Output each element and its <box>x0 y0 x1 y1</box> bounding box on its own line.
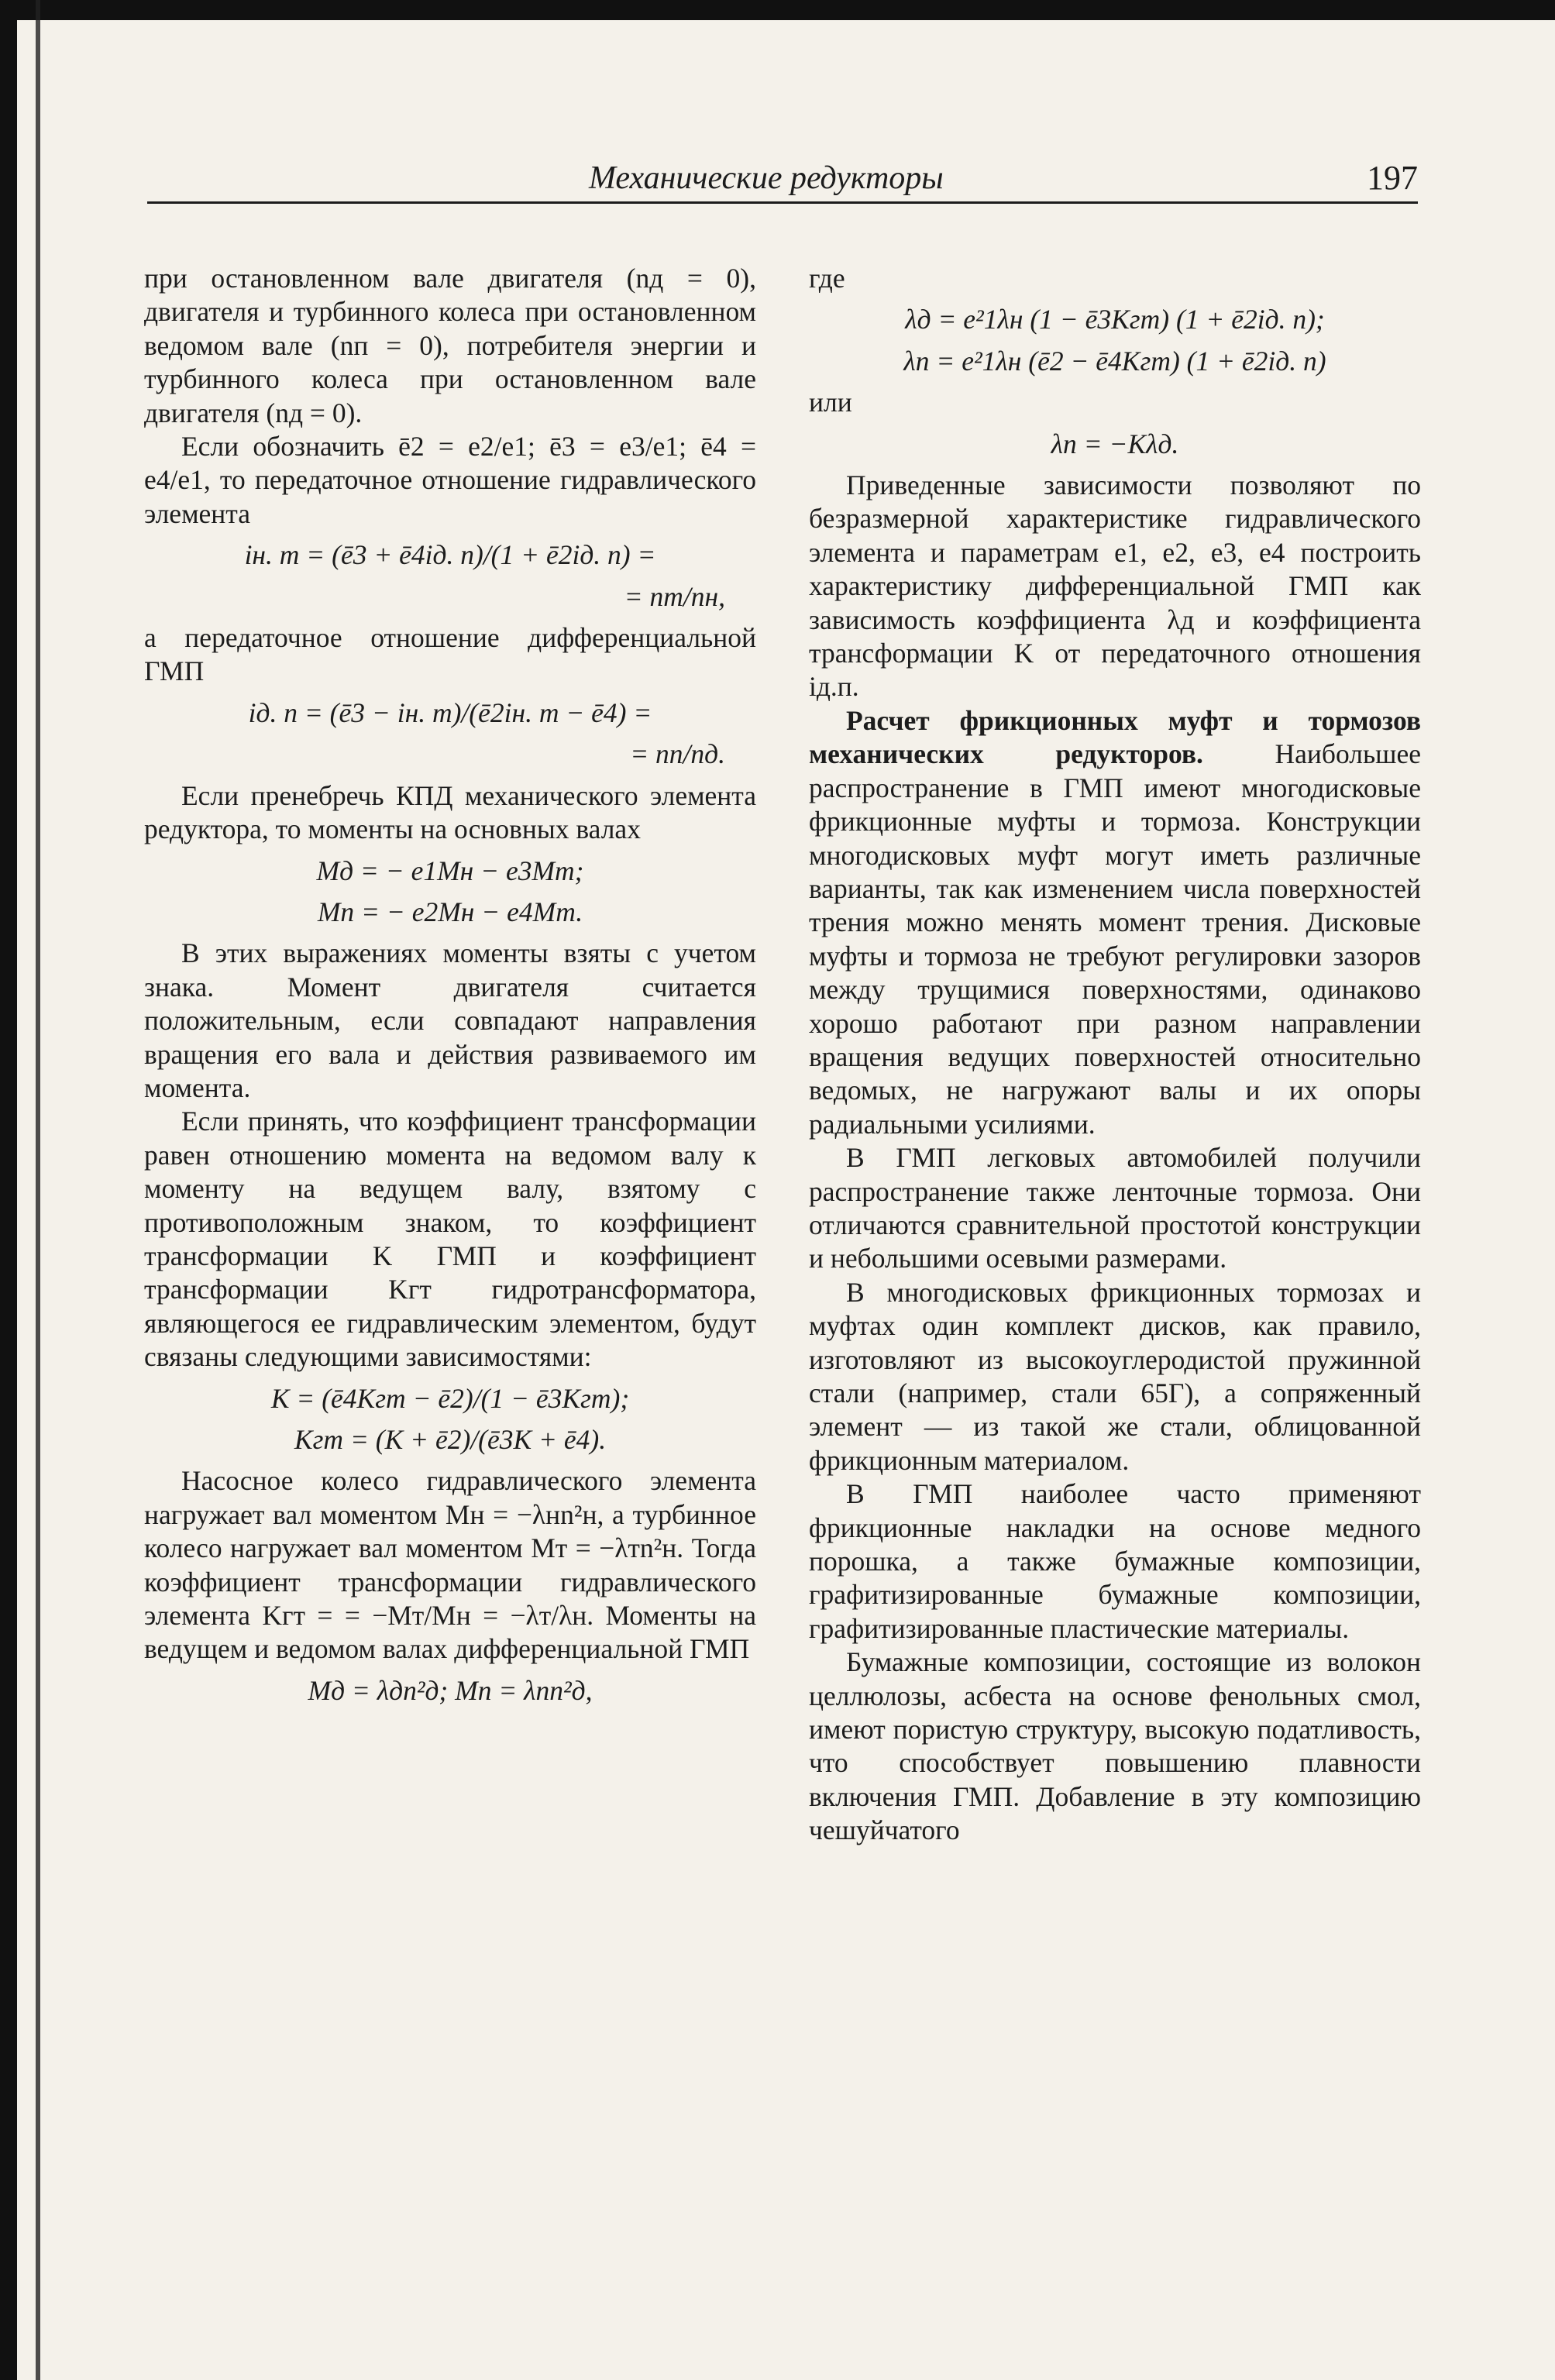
formula: iд. п = (ē3 − iн. т)/(ē2iн. т − ē4) = <box>248 696 652 728</box>
scan-top-edge <box>0 0 1555 20</box>
paragraph: Бумажные композиции, состоящие из волокон целлюлозы, асбеста на основе фенольных смол, имеют пористую структуру, высокую податливость, что способствует повышению плавности включения ГМП. Добавление в эту композицию чешуйчатого <box>809 1646 1421 1846</box>
paragraph: Насосное колесо гидравлического элемента нагружает вал моментом Mн = −λнn²н, а турбинное колесо нагружает вал моментом Mт = −λтn²н. Тогда коэффициент трансформации гидравлического элемента Kгт = = −Mт/Mн = −λт/λн. Моменты на ведущем и ведомом валах дифференциальной ГМП <box>144 1465 756 1665</box>
formula: = nт/nн, <box>624 580 725 612</box>
paragraph: или <box>809 387 852 418</box>
running-title: Механические редукторы <box>589 160 944 196</box>
scan-spine-shadow <box>36 0 40 2380</box>
paragraph-text: Наибольшее распространение в ГМП имеют многодисковые фрикционные муфты и тормоза. Конструкции многодисковых муфт могут иметь различные варианты, так как изменением числа поверхностей трения можно менять момент трения. Дисковые муфты и тормоза не требуют регулировки зазоров между трущимися поверхностями, одинаково хорошо работают при разном направлении вращения ведущих поверхностей относительно ведомых, не нагружают валы и их опоры радиальными усилиями. <box>809 738 1421 1140</box>
left-column <box>144 262 756 1715</box>
page-number: 197 <box>1367 159 1418 197</box>
formula: Kгт = (K + ē2)/(ē3K + ē4). <box>294 1424 607 1455</box>
paragraph: Если обозначить ē2 = e2/e1; ē3 = e3/e1; ē4 = e4/e1, то передаточное отношение гидравлического элемента <box>144 431 756 529</box>
formula: λд = e²1λн (1 − ē3Kгт) (1 + ē2iд. п); <box>905 304 1325 335</box>
formula: λп = −Kλд. <box>1051 428 1179 459</box>
paragraph: при остановленном вале двигателя (nд = 0), двигателя и турбинного колеса при остановленном ведомом вале (nп = 0), потребителя энергии и турбинного колеса при остановленном вале двигателя (nд = 0). <box>144 263 756 428</box>
paragraph: Если пренебречь КПД механического элемента редуктора, то моменты на основных валах <box>144 779 756 845</box>
formula: K = (ē4Kгт − ē2)/(1 − ē3Kгт); <box>270 1382 630 1414</box>
paragraph: а передаточное отношение дифференциальной ГМП <box>144 622 756 687</box>
section-heading: Расчет фрикционных муфт и тормозов механических редукторов. <box>809 704 1421 770</box>
paragraph: В этих выражениях моменты взяты с учетом знака. Момент двигателя считается положительным, если совпадают направления вращения его вала и действия развиваемого им момента. <box>144 937 756 1103</box>
formula: λп = e²1λн (ē2 − ē4Kгт) (1 + ē2iд. п) <box>903 345 1326 377</box>
scan-left-edge <box>0 0 17 2380</box>
right-column <box>809 262 1421 1848</box>
formula: Mп = − e2Mн − e4Mт. <box>317 896 583 927</box>
paragraph: В ГМП легковых автомобилей получили распространение также ленточные тормоза. Они отличаются сравнительной простотой конструкции и небольшими осевыми размерами. <box>809 1142 1421 1274</box>
paragraph: Приведенные зависимости позволяют по безразмерной характеристике гидравлического элемента и параметрам e1, e2, e3, e4 построить характеристику дифференциальной ГМП как зависимость коэффициента λд и коэффициента трансформации K от передаточного отношения iд.п. <box>809 469 1421 703</box>
formula: Mд = λдn²д; Mп = λпn²д, <box>308 1674 593 1706</box>
paragraph: Если принять, что коэффициент трансформации равен отношению момента на ведомом валу к моменту на ведущем валу, взятому с противоположным знаком, то коэффициент трансформации K ГМП и коэффициент трансформации Kгт гидротрансформатора, являющегося ее гидравлическим элементом, будут связаны следующими зависимостями: <box>144 1106 756 1373</box>
formula: = nп/nд. <box>630 738 725 770</box>
formula: iн. т = (ē3 + ē4iд. п)/(1 + ē2iд. п) = <box>244 539 656 571</box>
paragraph: В ГМП наиболее часто применяют фрикционные накладки на основе медного порошка, а также бумажные композиции, графитизированные бумажные композиции, графитизированные пластические материалы. <box>809 1478 1421 1644</box>
formula: Mд = − e1Mн − e3Mт; <box>316 855 584 886</box>
paragraph <box>809 704 1421 1141</box>
paragraph: где <box>809 263 845 294</box>
running-header <box>147 155 1418 204</box>
paragraph: В многодисковых фрикционных тормозах и муфтах один комплект дисков, как правило, изготовляют из высокоуглеродистой пружинной стали (например, стали 65Г), а сопряженный элемент — из такой же стали, облицованной фрикционным материалом. <box>809 1276 1421 1476</box>
